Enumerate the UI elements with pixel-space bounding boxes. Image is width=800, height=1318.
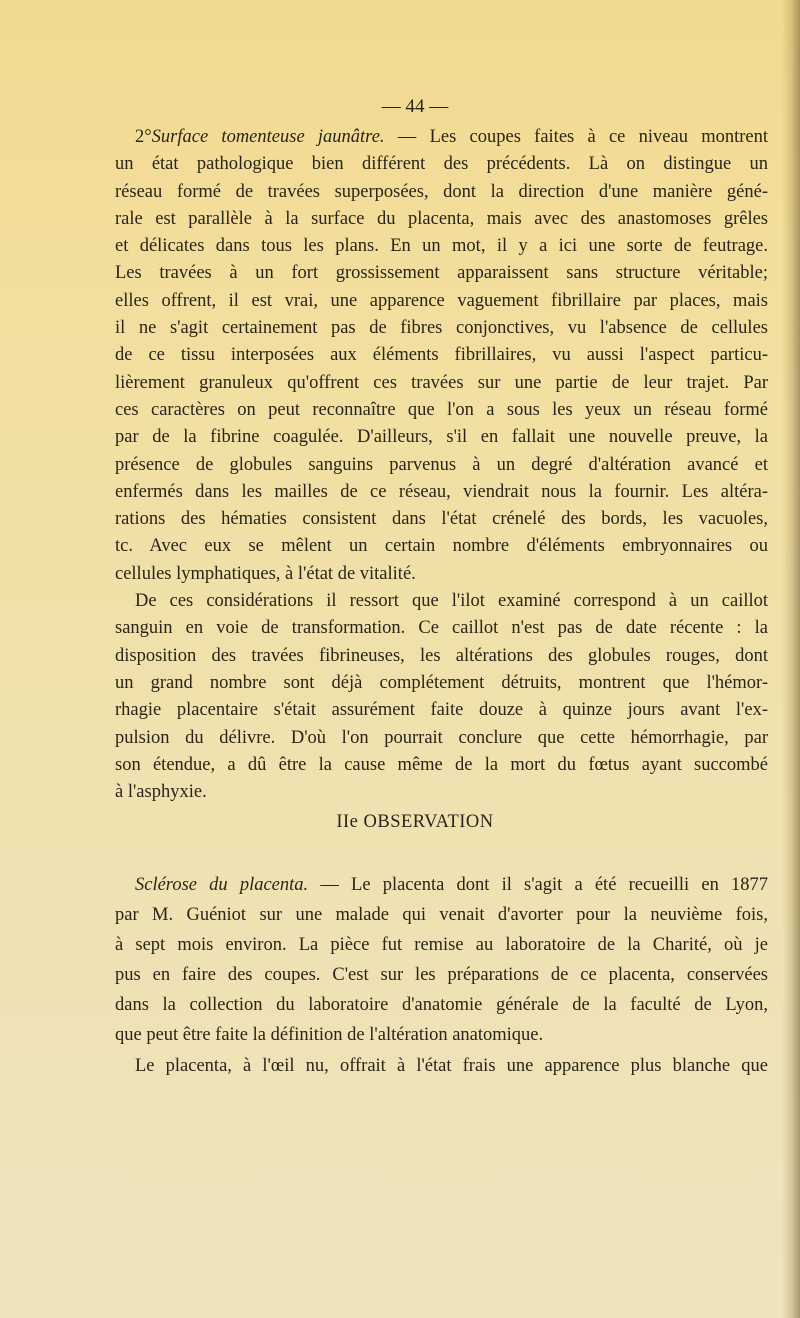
text-run: De ces considérations il ressort que l'ilot examiné correspond à un caillot [135, 591, 768, 612]
section-lead-title: Surface tomenteuse jaunâtre. [151, 127, 385, 147]
text-run: — Les coupes faites à ce niveau montrent [384, 127, 768, 147]
text-line [115, 288, 768, 315]
text-run: lièrement granuleux qu'offrent ces travées sur une partie de leur trajet. Par [115, 372, 768, 393]
text-line [115, 233, 768, 260]
text-line [115, 533, 768, 560]
text-line [115, 506, 768, 533]
text-run: 2° [135, 127, 152, 147]
text-line [115, 179, 768, 206]
text-run: par M. Guéniot sur une malade qui venait d'avorter pour la neuvième fois, [115, 905, 768, 926]
text-run: elles offrent, il est vrai, une apparence vaguement fibrillaire par places, mais [115, 290, 768, 311]
text-run: tc. Avec eux se mêlent un certain nombre d'éléments embryonnaires ou [115, 536, 768, 557]
text-line [115, 779, 768, 806]
text-line [115, 1051, 768, 1081]
text-line [115, 397, 768, 424]
text-line [115, 315, 768, 342]
text-line [115, 643, 768, 670]
text-run: pus en faire des coupes. C'est sur les préparations de ce placenta, conservées [115, 965, 768, 986]
text-run: à l'asphyxie. [115, 782, 207, 803]
text-line [115, 124, 768, 151]
text-run: par de la fibrine coagulée. D'ailleurs, s'il en fallait une nouvelle preuve, la [115, 427, 768, 448]
text-run: présence de globules sanguins parvenus à un degré d'altération avancé et [115, 454, 768, 475]
text-line [115, 424, 768, 451]
text-run: rations des hématies consistent dans l'état crénelé des bords, les vacuoles, [115, 509, 768, 530]
text-run: cellules lymphatiques, à l'état de vitalité. [115, 563, 416, 584]
text-line [115, 960, 768, 990]
section-heading: IIe OBSERVATION [336, 812, 494, 832]
text-line [115, 260, 768, 287]
text-run: il ne s'agit certainement pas de fibres conjonctives, vu l'absence de cellules [115, 318, 768, 339]
text-line [115, 1020, 768, 1050]
text-line [115, 870, 768, 900]
text-run: de ce tissu interposées aux éléments fibrillaires, vu aussi l'aspect particu- [115, 345, 768, 366]
section-lead-title: Sclérose du placenta. [135, 875, 309, 895]
text-run: disposition des travées fibrineuses, les altérations des globules rouges, dont [115, 645, 768, 666]
text-line [115, 697, 768, 724]
page-edge-shadow [782, 0, 800, 1318]
text-run: ces caractères on peut reconnaître que l'on a sous les yeux un réseau formé [115, 399, 768, 420]
text-line [115, 561, 768, 588]
text-line [115, 930, 768, 960]
section-1-text [115, 124, 768, 806]
text-line [115, 588, 768, 615]
text-run: son étendue, a dû être la cause même de la mort du fœtus ayant succombé [115, 754, 768, 775]
text-line [115, 670, 768, 697]
section-2-text [115, 870, 768, 1081]
text-run: sanguin en voie de transformation. Ce caillot n'est pas de date récente : la [115, 618, 768, 639]
text-run: enfermés dans les mailles de ce réseau, viendrait nous la fournir. Les altéra- [115, 481, 768, 502]
text-line [115, 479, 768, 506]
text-run: réseau formé de travées superposées, dont la direction d'une manière géné- [115, 181, 768, 202]
text-run: dans la collection du laboratoire d'anatomie générale de la faculté de Lyon, [115, 995, 768, 1016]
text-run: un état pathologique bien différent des précédents. Là on distingue un [115, 154, 768, 175]
text-run: rhagie placentaire s'était assurément faite douze à quinze jours avant l'ex- [115, 700, 768, 721]
page-number: — 44 — [381, 96, 449, 117]
text-run: pulsion du délivre. D'où l'on pourrait conclure que cette hémorrhagie, par [115, 727, 768, 748]
text-line [115, 615, 768, 642]
text-run: — Le placenta dont il s'agit a été recueilli en 1877 [308, 875, 768, 895]
text-run: et délicates dans tous les plans. En un mot, il y a ici une sorte de feutrage. [115, 236, 768, 257]
text-line [115, 752, 768, 779]
text-run: que peut être faite la définition de l'altération anatomique. [115, 1025, 544, 1046]
text-line [115, 452, 768, 479]
text-line [115, 725, 768, 752]
text-line [115, 151, 768, 178]
text-run: Les travées à un fort grossissement apparaissent sans structure véritable; [115, 263, 768, 284]
text-run: un grand nombre sont déjà complétement détruits, montrent que l'hémor- [115, 672, 768, 693]
text-run: Le placenta, à l'œil nu, offrait à l'état frais une apparence plus blanche que [135, 1055, 768, 1076]
text-line [115, 900, 768, 930]
text-line [115, 990, 768, 1020]
text-run: à sept mois environ. La pièce fut remise au laboratoire de la Charité, où je [115, 935, 768, 956]
text-run: rale est parallèle à la surface du placenta, mais avec des anastomoses grêles [115, 208, 768, 229]
text-line [115, 342, 768, 369]
text-line [115, 206, 768, 233]
text-line [115, 370, 768, 397]
